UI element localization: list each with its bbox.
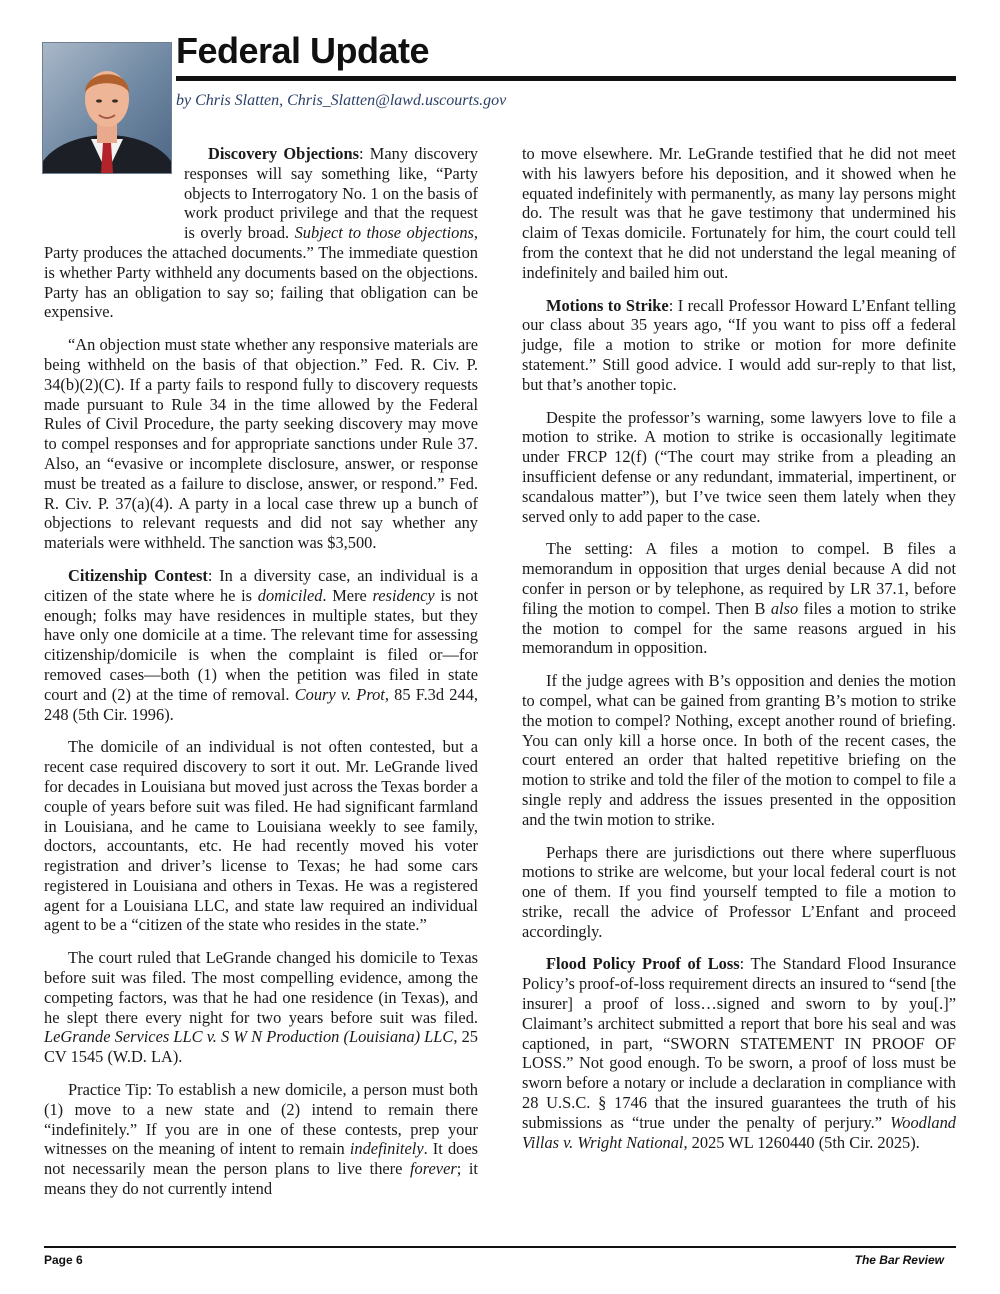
italic-text: domiciled <box>257 585 323 605</box>
text: , 2025 WL 1260440 (5th Cir. 2025). <box>683 1132 920 1152</box>
article-title: Federal Update <box>176 30 430 71</box>
paragraph-citizenship-contest <box>44 566 478 724</box>
paragraph-setting <box>522 539 956 658</box>
italic-text: forever <box>410 1159 457 1179</box>
footer-rule <box>44 1246 956 1248</box>
paragraph-court-ruling <box>44 948 478 1067</box>
photo-wrap-spacer <box>44 144 184 224</box>
text: : In a diversity case, an individual is a citizen of the state where he is <box>44 565 478 605</box>
right-column <box>522 144 956 1165</box>
text: is not enough; folks may have residences in multiple states, but they have only one domicile at a time. The relevant time for assessing citizenship/domicile is when the complaint is filed or—for removed cases—both (1) when the petition was filed in state court and (2) at the time of removal. <box>44 585 479 704</box>
text: : Many discovery responses will say something like, “Party objects to Interrogatory No. 1 on the basis of work product privilege and that the request is overly broad. <box>184 144 478 243</box>
italic-text: indefinitely <box>349 1139 424 1159</box>
paragraph-judge-agrees: If the judge agrees with B’s opposition and denies the motion to compel, what can be gained from granting B’s motion to strike the motion to compel? Nothing, except another round of briefing. You can only kill a horse once. In both of the recent cases, the court entered an order that halted repetitive briefing on the motion to strike and told the filer of the motion to compel to file a single reply and address the issues presented in the opposition and the twin motion to strike. <box>522 671 956 829</box>
text: : The Standard Flood Insurance Policy’s proof-of-loss requirement directs an insured to “send [the insurer] a proof of loss…signed and sworn to by you[.]” Claimant’s architect submitted a report that bore his seal and was captioned, in part, “SWORN STATEMENT IN PROOF OF LOSS.” Not good enough. To be sworn, a proof of loss must be sworn before a notary or include a declaration in compliance with 28 U.S.C. § 1746 that the insured guarantees the truth of his submissions as “true under the penalty of perjury.” <box>522 954 956 1132</box>
italic-text: Coury v. Prot <box>294 684 385 704</box>
text: The setting: A files a motion to compel. B files a memorandum in opposition that urges denial because A did not confer in person or by telephone, as required by LR 37.1, before filing the motion to compel. Then B <box>522 539 956 618</box>
text: . Mere <box>322 585 373 605</box>
publication-name: The Bar Review <box>854 1253 944 1267</box>
text: : I recall Professor Howard L’Enfant telling our class about 35 years ago, “If you want to piss off a federal judge, file a motion to strike or motion for more definite statement.” Still good advice. I would add sur-reply to that list, but that’s another topic. <box>522 295 956 394</box>
left-column <box>44 144 478 1212</box>
text: ; it means they do not currently intend <box>44 1159 478 1199</box>
italic-text: also <box>770 598 799 618</box>
author-email-link[interactable]: Chris_Slatten@lawd.uscourts.gov <box>287 92 507 109</box>
text: , Party produces the attached documents.” The immediate question is whether Party withheld any documents based on the objections. Party has an obligation to say so; failing that obligation can be expensive. <box>44 223 478 322</box>
page-number: Page 6 <box>44 1253 83 1267</box>
byline <box>176 92 506 110</box>
paragraph-jurisdictions: Perhaps there are jurisdictions out there where superfluous motions to strike are welcome, but your local federal court is not one of them. If you find yourself tempted to file a motion to strike, recall the advice of Professor L’Enfant and proceed accordingly. <box>522 842 956 941</box>
paragraph-continuation: to move elsewhere. Mr. LeGrande testified that he did not meet with his lawyers before his deposition, and it showed when he equated indefinitely with permanently, as many lay persons might do. The result was that he gave testimony that undermined his claim of Texas domicile. Fortunately for him, the court could tell from the context that he did not understand the legal meaning of indefinitely and bailed him out. <box>522 144 956 282</box>
paragraph-motions-to-strike <box>522 296 956 395</box>
byline-author: by Chris Slatten, <box>176 92 288 109</box>
lead-citizenship-contest: Citizenship Contest <box>68 565 208 585</box>
lead-discovery-objections: Discovery Objections <box>208 144 359 163</box>
italic-text: residency <box>372 585 435 605</box>
text: The court ruled that LeGrande changed his domicile to Texas before suit was filed. The most compelling evidence, among the competing factors, was that he had one residence (in Texas), and he slept there every night for two years before suit was filed. <box>44 948 478 1027</box>
paragraph-objection-rule: “An objection must state whether any responsive materials are being withheld on the basis of that objection.” Fed. R. Civ. P. 34(b)(2)(C). If a party fails to respond fully to discovery requests made pursuant to Rule 34 in the time allowed by the Federal Rules of Civil Procedure, the party seeking discovery may move to compel responses and for appropriate sanctions under Rule 37. Also, an “evasive or incomplete disclosure, answer, or response must be treated as a failure to disclose, answer, or respond.” Fed. R. Civ. P. 37(a)(4). A party in a local case threw up a bunch of objections to relevant requests and did not say whether any materials were withheld. The sanction was $3,500. <box>44 335 478 553</box>
title-rule <box>176 76 956 81</box>
lead-motions-to-strike: Motions to Strike <box>546 295 669 315</box>
text: Practice Tip: To establish a new domicile, a person must both (1) move to a new state and (2) intend to remain there “indefinitely.” If you are in one of these contests, prep your witnesses on the meaning of intent to remain <box>44 1080 478 1159</box>
paragraph-flood-policy <box>522 954 956 1152</box>
text: . It does not necessarily mean the person plans to live there <box>44 1139 478 1179</box>
text: files a motion to strike the motion to compel for the same reasons argued in his memorandum in opposition. <box>522 598 956 658</box>
paragraph-domicile-case: The domicile of an individual is not often contested, but a recent case required discovery to sort it out. Mr. LeGrande lived for decades in Louisiana but moved just across the Texas border a couple of years before suit was filed. He had significant farmland in Louisiana, and he came to Louisiana weekly to see family, doctors, accountants, etc. He had recently moved his voter registration and driver’s license to Texas; he had some cars registered in Louisiana and others in Texas. He was a registered agent for a Louisiana LLC, and state law required an individual agent to be a “citizen of the state who resides in the state.” <box>44 737 478 935</box>
text: , 85 F.3d 244, 248 (5th Cir. 1996). <box>44 684 478 724</box>
italic-text: LeGrande Services LLC v. S W N Production (Louisiana) LLC <box>44 1027 454 1047</box>
paragraph-professor-warning: Despite the professor’s warning, some lawyers love to file a motion to strike. A motion to strike is occasionally legitimate under FRCP 12(f) (“The court may strike from a pleading an insufficient defense or any redundant, immaterial, impertinent, or scandalous matter”), but I’ve twice seen them lately when they served only to add paper to the case. <box>522 407 956 526</box>
lead-flood-policy: Flood Policy Proof of Loss <box>546 954 740 974</box>
paragraph-practice-tip <box>44 1080 478 1199</box>
italic-text: Subject to those objections <box>294 223 474 243</box>
text: , 25 CV 1545 (W.D. LA). <box>44 1027 478 1067</box>
italic-text: Woodland Villas v. Wright National <box>522 1112 956 1152</box>
